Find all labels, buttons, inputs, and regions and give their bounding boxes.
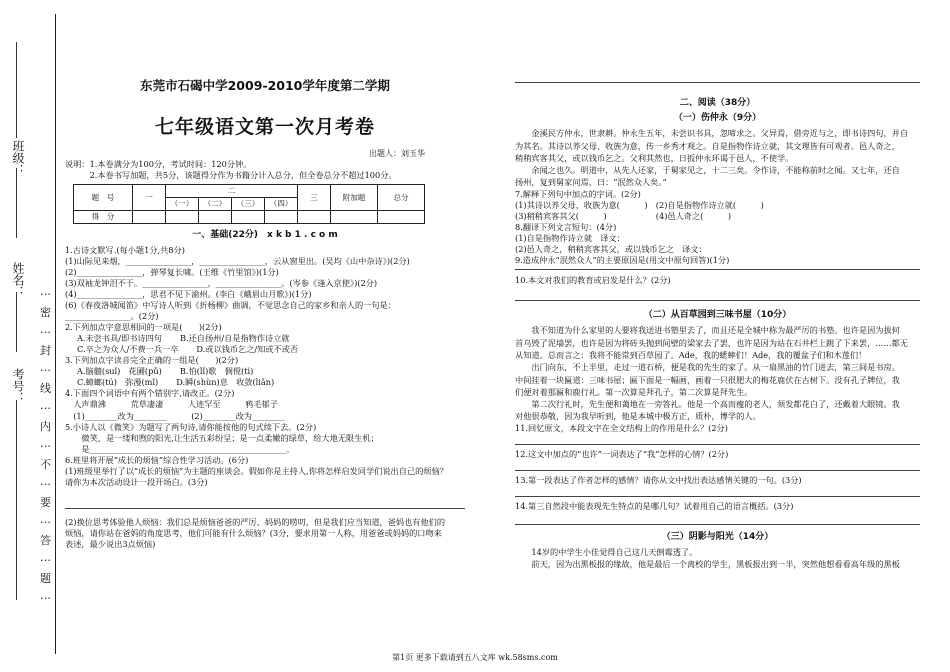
seal-char: 要 [40, 496, 51, 509]
question-14: 14.第三自然段中能表现先生特点的是哪几句？试着用自己的语言概括。(3分) [515, 500, 794, 511]
exam-author: 出题人：刘玉华 [369, 148, 425, 158]
exam-title: 七年级语文第一次月考卷 [154, 115, 375, 138]
question-2: 2.下列加点字意思相同的一项是( )(2分) [65, 322, 222, 333]
question-1-1: (1)山际见来烟，________________，________________，云从窗里出。(吴均《山中杂诗》)(2分) [65, 255, 410, 266]
seal-char: 答 [40, 534, 51, 547]
answer-line[interactable] [515, 470, 920, 471]
score-input[interactable] [166, 211, 199, 224]
option-d: D.或以钱币乞之/知或不或否 [196, 344, 299, 355]
answer-line[interactable] [65, 508, 465, 509]
question-6: 6.班里将开展“成长的烦恼”综合性学习活动。(6分) [65, 454, 249, 465]
score-table-header: 题 号 [74, 185, 133, 211]
question-1-5-blank: ________________。(2分) [65, 310, 159, 321]
seal-char: … [40, 399, 51, 412]
question-5-line: 微笑，是一缕和煦的阳光,让生活五彩纷呈；是一点柔嫩的绿草，给大地无限生机； [65, 432, 379, 443]
score-table [73, 184, 425, 224]
question-8-1: (1)自是指物作诗立就 译文： [515, 233, 625, 244]
question-1-5: (6)《春夜洛城闻笛》中写诗人听到《折杨柳》曲调，不觉思念自己的家乡和亲人的一句是： [65, 299, 396, 310]
section-1-heading: 一、基础(22分) x k b 1 . c o m [192, 230, 338, 241]
answer-line[interactable] [515, 524, 920, 525]
answer-line[interactable] [515, 82, 920, 83]
passage-2-line: 中间挂着一块匾道：三味书屋；匾下面是一幅画，画着一只很肥大的梅花鹿伏在古树下。没有孔子牌位，我 [515, 374, 900, 385]
seal-char: … [40, 513, 51, 526]
question-3: 3.下列加点字读音完全正确的一组是( )(2分) [65, 355, 239, 366]
passage-3-line: 前天，因为出黑板报的缘故，他是最后一个离校的学生，黑板报出到一半，突然他想看看高年级的黑板 [531, 559, 900, 570]
section-2-heading: 二、阅读（38分） [679, 98, 756, 108]
instruction-2: 2.本卷书写加题，共5分，该题得分作为书籍分计入总分，但全卷总分不超过100分。 [65, 170, 397, 181]
score-table-cell: （四） [265, 198, 298, 211]
question-1: 1.古诗文默写.(每小题1分,共8分) [65, 244, 185, 255]
id-blank[interactable] [16, 400, 17, 600]
question-6-2b: 烦恼，请你站在爸妈的角度思考，他们可能有什么烦恼？(3分，要求用第一人称，用爸爸或妈妈的口吻来 [65, 528, 442, 539]
passage-2-line: 出门向东，不上半里，走过一道石桥，便是我的先生的家了。从一扇黑油的竹门进去，第三间是书房。 [531, 362, 900, 373]
subsection-2-heading: （二）从百草园到三味书屋（10分） [643, 310, 792, 321]
passage-2-line: 我不知道为什么家里的人要将我送进书塾里去了，而且还是全城中称为最严厉的书塾。也许是因为拔何 [531, 325, 900, 336]
option-b: B.还自扬州/自是指物作诗立就 [179, 333, 290, 344]
passage-2-line: 从知道。总而言之：我将不能常到百草园了。Ade，我的蟋蟀们！Ade，我的覆盆子们和木莲们！ [515, 350, 867, 360]
seal-char: 封 [40, 344, 51, 357]
question-8-2: (2)邑人奇之，稍稍宾客其父，或以钱币乞之 译文： [515, 244, 707, 255]
seal-char: 不 [40, 458, 51, 471]
score-input[interactable] [331, 211, 378, 224]
question-6-2: (2)换位思考体验他人烦恼：我们总是烦恼爸爸的严厉、妈妈的唠叨，但是我们应当知道，爸妈也有他们的 [65, 516, 446, 527]
page-footer: 第1页 更多下载请到五八文库 wk.58sms.com [392, 653, 558, 662]
score-table-cell: （三） [232, 198, 265, 211]
score-table-cell: 三 [298, 185, 331, 211]
passage-2-line: 们便对着那匾和鹿行礼。第一次算是拜孔子，第二次算是拜先生。 [515, 386, 753, 397]
seal-char: … [40, 437, 51, 450]
binding-line [55, 14, 56, 654]
passage-3-line: 14岁的中学生小佳觉得自己这几天倒霉透了。 [531, 547, 698, 558]
seal-char: 线 [40, 382, 51, 395]
score-table-cell: 总分 [378, 185, 425, 211]
seal-char: … [40, 285, 51, 298]
question-4-fill: (1)________改为________ (2)________改为________ [65, 410, 285, 421]
seal-char: … [40, 551, 51, 564]
passage-1-line: 为其名。其诗以养父母、收族为意，传一乡秀才观之。自是指物作诗立就，其文理皆有可观者。邑人奇之， [515, 140, 900, 151]
seal-char: 密 [40, 306, 51, 319]
question-7-1: (1)其诗以养父母，收族为意( ) (2)自是指物作诗立就( ) [515, 199, 764, 210]
passage-2-line: 首乌毁了泥墙罢，也许是因为将砖头抛到间壁的梁家去了罢，也许是因为站在石井栏上跳了下来罢，……都无 [515, 337, 909, 348]
score-table-cell: （二） [199, 198, 232, 211]
score-table-cell: （一） [166, 198, 199, 211]
left-column [65, 70, 465, 550]
score-input[interactable] [378, 211, 425, 224]
seal-char: … [40, 475, 51, 488]
passage-1-line: 余闻之也久。明道中，从先人还家，于舅家见之，十二三矣。令作诗，不能称前时之闻。又七年，还自 [531, 165, 900, 176]
class-blank-lower[interactable] [16, 168, 17, 238]
score-table-cell: 二 [166, 185, 298, 198]
seal-char: 题 [40, 572, 51, 585]
question-6-1: (1)班级里举行了以“成长的烦恼”为主题的座谈会。假如你是主持人,你将怎样启发同学们说出自己的烦恼？ [65, 465, 448, 476]
question-1-3: (3)双袖龙钟泪不干。________________，________________。(岑参《逢入京使》)(2分) [65, 277, 378, 288]
score-input[interactable] [298, 211, 331, 224]
subsection-1-heading: （一）伤仲永（9分） [673, 113, 762, 124]
id-label: 考号： [11, 368, 25, 404]
school-name: 东莞市石碣中学2009-2010学年度第二学期 [140, 78, 390, 93]
right-column [515, 80, 920, 571]
question-4-words: 人声鼎沸 荒草凄凄 人迹罕至 鸦毛郁子 [65, 399, 278, 410]
seal-char: 内 [40, 420, 51, 433]
score-table-header: 得 分 [74, 211, 133, 224]
class-label: 班级： [11, 140, 25, 176]
question-1-4: (4)________________，思君不见下渝州。(李白《峨眉山月歌》)(1分) [65, 288, 312, 299]
option-c: C.蟑螂(tú) 弥漫(mǐ) [77, 377, 159, 388]
question-7-2: (3)稍稍宾客其父( ) (4)邑人奇之( ) [515, 210, 732, 221]
answer-line[interactable] [515, 444, 920, 445]
question-1-2: (2)________________，弹琴复长啸。(王维《竹里馆》)(1分) [65, 266, 279, 277]
instruction-1: 说明：1.本卷满分为100分，考试时间：120分钟。 [65, 159, 252, 170]
question-12: 12.这文中加点的“也许”一词表达了“我”怎样的心情？(2分) [515, 448, 729, 459]
option-a: A.脑髓(suǐ) 花圃(pǔ) [77, 366, 162, 377]
question-6-1b: 请你为本次活动设计一段开场白。(3分) [65, 476, 208, 487]
question-5-fill: 是________________________________________________。 [65, 443, 295, 454]
passage-1-line: 金溪民方仲永，世隶耕。仲永生五年，未尝识书具，忽啼求之。父异焉，借旁近与之，即书诗四句，并自 [531, 128, 909, 139]
answer-line[interactable] [515, 269, 920, 270]
score-input[interactable] [133, 211, 166, 224]
option-b: B.怕(lǐ)歌 倜傥(tì) [179, 366, 254, 377]
name-label: 姓名： [11, 262, 25, 298]
question-9: 9.造成仲永“泯然众人”的主要原因是(用文中原句回答)(1分) [515, 255, 730, 266]
question-4: 4.下面四个词语中有两个错别字,请改正。(2分) [65, 388, 235, 399]
option-a: A.未尝书具/即书诗四句 [77, 333, 162, 344]
answer-line[interactable] [515, 300, 920, 301]
score-table-cell: 一 [133, 185, 166, 211]
question-5: 5.小诗人以《微笑》为题写了两句诗,请你能按他的句式续下去。(2分) [65, 421, 317, 432]
passage-2-line: 第二次行礼时，先生便和蔼地在一旁答礼。他是一个高而瘦的老人，须发都花白了，还戴着大眼镜。我 [531, 399, 900, 410]
passage-1-line: 扬州，复到舅家问焉，曰：“泯然众人矣。” [515, 177, 667, 188]
question-10: 10.本文对我们的教育或启发是什么？(2分) [515, 275, 671, 286]
question-13: 13.第一段表达了作者怎样的感情？请你从文中找出表达感情关键的一句。(3分) [515, 474, 802, 485]
passage-1-line: 稍稍宾客其父，或以钱币乞之。父利其然也，日扳仲永环谒于邑人，不使学。 [515, 152, 794, 163]
score-input[interactable] [265, 211, 298, 224]
name-blank[interactable] [16, 292, 17, 352]
question-8: 8.翻译下列文言短句：(4分) [515, 221, 617, 232]
subsection-3-heading: （三）阴影与阳光（14分） [661, 532, 774, 543]
question-7: 7.解释下列句中加点的字词。(2分) [515, 188, 641, 199]
seal-char: … [40, 361, 51, 374]
question-6-2c: 表述，最少说出3点烦恼) [65, 539, 156, 550]
score-table-cell: 附加题 [331, 185, 378, 211]
option-c: C.卒之为众人/不费一兵一卒 [77, 344, 179, 355]
question-11: 11.回忆原文，本段文字在全文结构上的作用是什么？(2分) [515, 422, 728, 433]
answer-line[interactable] [515, 496, 920, 497]
option-d: D.瞬(shùn)息 收敛(liǎn) [176, 377, 275, 388]
passage-2-line: 对他很恭敬，因为我早听到，他是本城中极方正，质朴，博学的人。 [515, 411, 761, 422]
score-input[interactable] [232, 211, 265, 224]
seal-char: … [40, 589, 51, 602]
seal-char: … [40, 323, 51, 336]
class-blank[interactable] [16, 42, 17, 138]
score-input[interactable] [199, 211, 232, 224]
